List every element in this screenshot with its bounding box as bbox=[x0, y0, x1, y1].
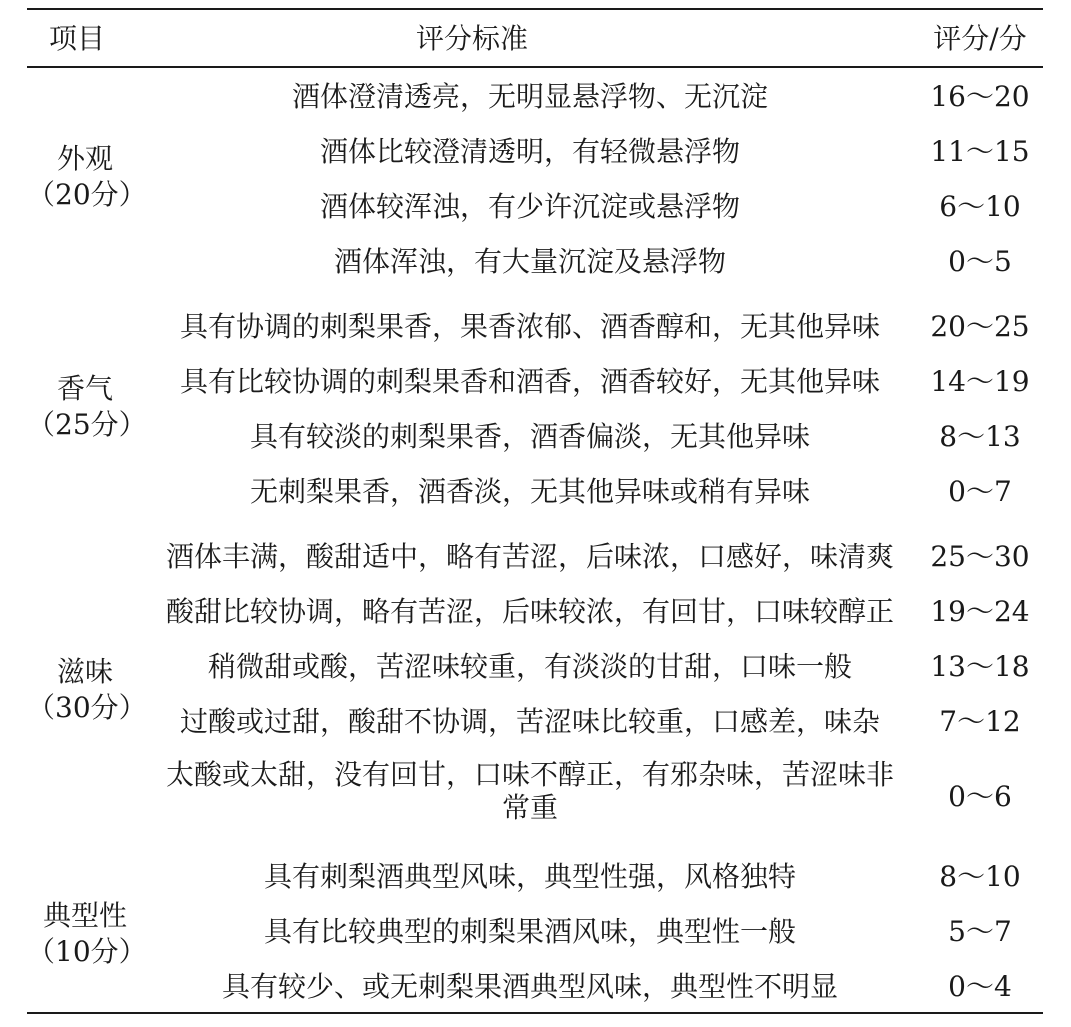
criteria-cell: 具有刺梨酒典型风味，典型性强，风格独特 bbox=[263, 860, 796, 893]
score-cell: 13～18 bbox=[930, 650, 1030, 683]
table-bottom-rule bbox=[27, 1012, 1043, 1014]
score-cell: 0～6 bbox=[948, 780, 1012, 813]
category-taste bbox=[27, 654, 147, 726]
criteria-cell: 无刺梨果香，酒香淡，无其他异味或稍有异味 bbox=[249, 475, 810, 508]
criteria-cell: 具有较淡的刺梨果香，酒香偏淡，无其他异味 bbox=[249, 420, 810, 453]
category-points: （20分） bbox=[27, 178, 147, 211]
score-cell: 8～10 bbox=[939, 860, 1021, 893]
score-cell: 19～24 bbox=[930, 595, 1030, 628]
category-name: 香气 bbox=[56, 372, 113, 405]
criteria-cell: 酒体浑浊，有大量沉淀及悬浮物 bbox=[333, 245, 726, 278]
score-cell: 0～4 bbox=[948, 970, 1012, 1003]
header-item: 项目 bbox=[49, 22, 106, 55]
score-cell: 20～25 bbox=[930, 310, 1030, 343]
criteria-cell: 具有较少、或无刺梨果酒典型风味，典型性不明显 bbox=[221, 970, 838, 1003]
score-cell: 0～5 bbox=[948, 245, 1012, 278]
score-cell: 5～7 bbox=[948, 915, 1012, 948]
criteria-cell: 具有比较典型的刺梨果酒风味，典型性一般 bbox=[263, 915, 796, 948]
criteria-cell: 具有比较协调的刺梨果香和酒香，酒香较好，无其他异味 bbox=[179, 365, 880, 398]
criteria-cell: 太酸或太甜，没有回甘，口味不醇正，有邪杂味，苦涩味非常重 bbox=[165, 758, 894, 824]
category-points: （25分） bbox=[27, 408, 147, 441]
score-cell: 7～12 bbox=[939, 705, 1021, 738]
category-points: （30分） bbox=[27, 691, 147, 724]
criteria-cell: 具有协调的刺梨果香，果香浓郁、酒香醇和，无其他异味 bbox=[179, 310, 880, 343]
category-aroma bbox=[27, 371, 147, 443]
score-cell: 0～7 bbox=[948, 475, 1012, 508]
category-typicality bbox=[27, 898, 147, 970]
score-cell: 8～13 bbox=[939, 420, 1021, 453]
criteria-cell: 酒体丰满，酸甜适中，略有苦涩，后味浓，口感好，味清爽 bbox=[165, 540, 894, 573]
category-name: 滋味 bbox=[56, 655, 113, 688]
table-top-rule bbox=[27, 8, 1043, 10]
category-appearance bbox=[27, 141, 147, 213]
criteria-cell: 酒体比较澄清透明，有轻微悬浮物 bbox=[319, 135, 740, 168]
criteria-cell: 过酸或过甜，酸甜不协调，苦涩味比较重，口感差，味杂 bbox=[179, 705, 880, 738]
category-name: 典型性 bbox=[42, 899, 127, 932]
header-criteria: 评分标准 bbox=[415, 22, 528, 55]
header-score: 评分/分 bbox=[933, 22, 1027, 55]
score-cell: 14～19 bbox=[930, 365, 1030, 398]
criteria-cell: 酒体较浑浊，有少许沉淀或悬浮物 bbox=[319, 190, 740, 223]
category-name: 外观 bbox=[56, 142, 113, 175]
score-cell: 6～10 bbox=[939, 190, 1021, 223]
table-header-rule bbox=[27, 66, 1043, 68]
score-cell: 11～15 bbox=[930, 135, 1030, 168]
score-cell: 16～20 bbox=[930, 80, 1030, 113]
criteria-cell: 酒体澄清透亮，无明显悬浮物、无沉淀 bbox=[291, 80, 768, 113]
category-points: （10分） bbox=[27, 935, 147, 968]
criteria-cell: 酸甜比较协调，略有苦涩，后味较浓，有回甘，口味较醇正 bbox=[165, 595, 894, 628]
score-cell: 25～30 bbox=[930, 540, 1030, 573]
criteria-cell: 稍微甜或酸，苦涩味较重，有淡淡的甘甜，口味一般 bbox=[207, 650, 852, 683]
